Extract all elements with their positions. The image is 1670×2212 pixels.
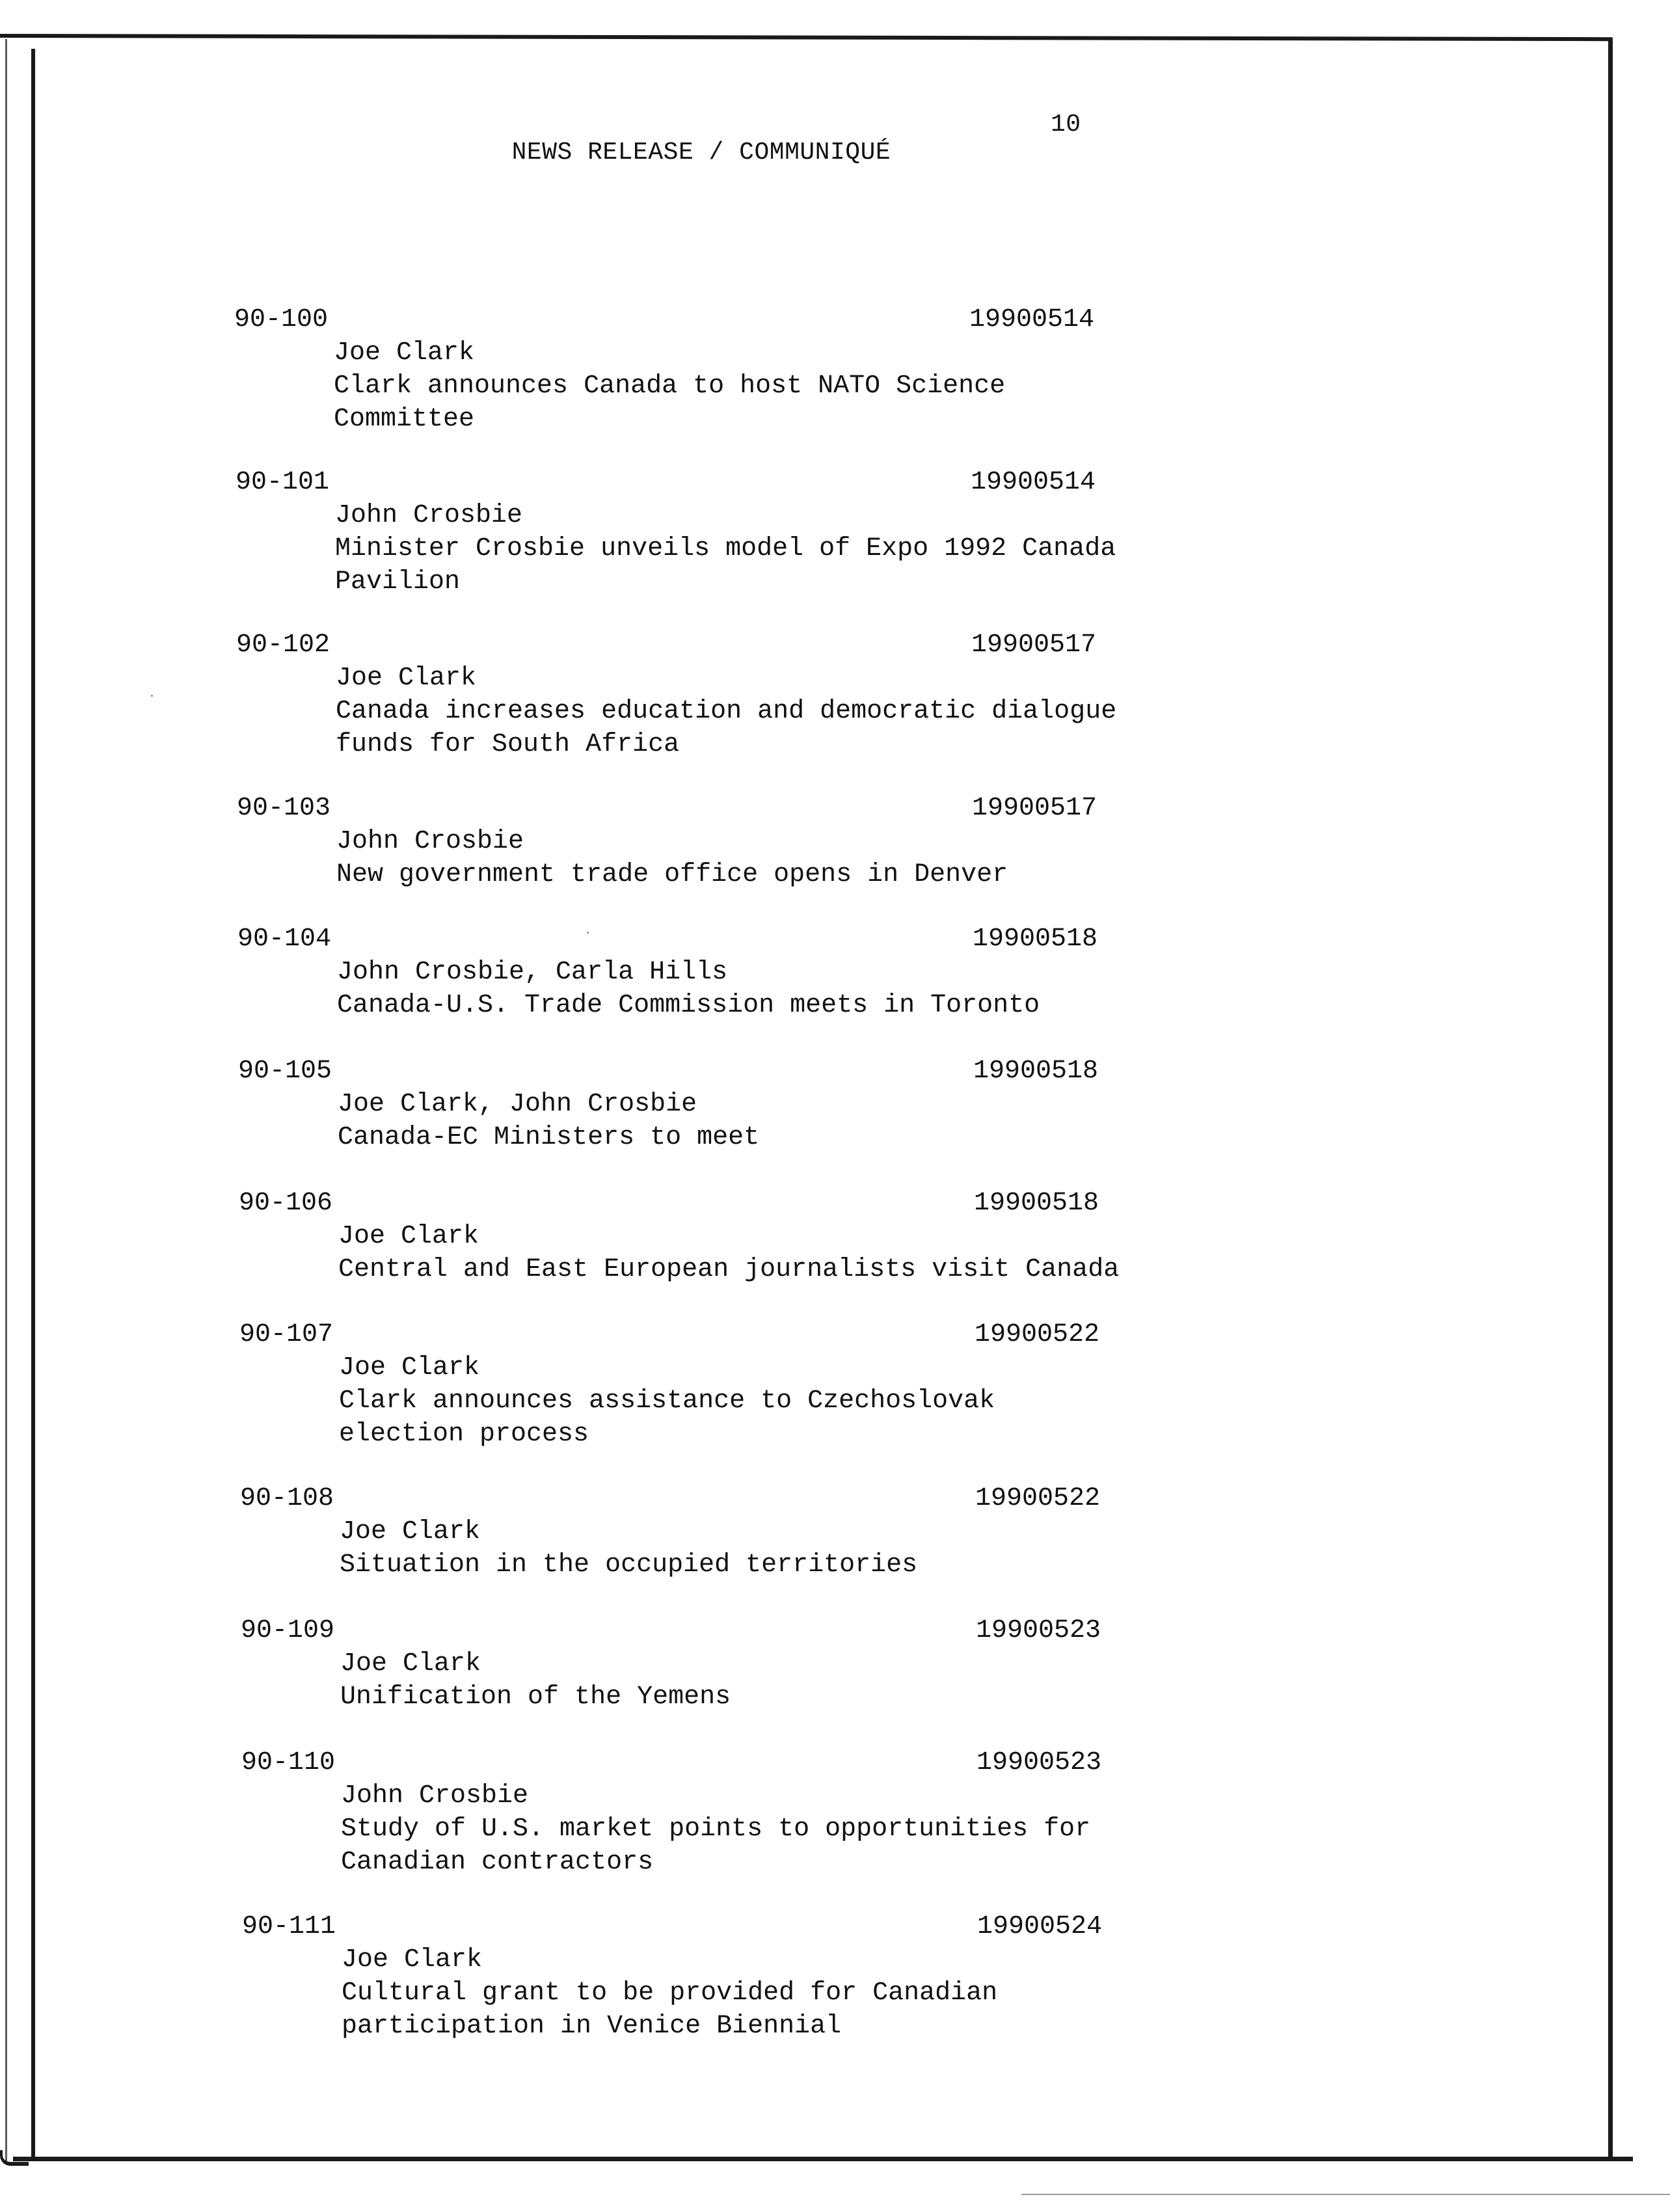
release-title-line: Clark announces assistance to Czechoslovak [339, 1386, 995, 1416]
release-ministers: John Crosbie [341, 1781, 529, 1811]
release-title-line: Situation in the occupied territories [340, 1550, 918, 1580]
release-title-line: funds for South Africa [336, 730, 680, 759]
release-number: 90-105 [238, 1057, 332, 1086]
release-ministers: Joe Clark [342, 1945, 483, 1975]
news-release-entry [237, 923, 1098, 1022]
release-date: 19900523 [976, 1616, 1101, 1645]
release-number: 90-104 [237, 924, 332, 954]
bottom-rule [1021, 2194, 1670, 2195]
release-title-line: Pavilion [335, 567, 461, 597]
release-ministers: Joe Clark [336, 664, 477, 693]
news-release-entry [234, 303, 1095, 436]
frame-top-border [0, 34, 1612, 41]
release-ministers: Joe Clark [340, 1649, 481, 1679]
news-release-entry [241, 1614, 1101, 1714]
release-ministers: John Crosbie, Carla Hills [337, 958, 728, 987]
release-title-line: participation in Venice Biennial [342, 2012, 842, 2041]
news-release-entry [239, 1318, 1100, 1451]
frame-left-outer-border [5, 39, 7, 2161]
release-number: 90-106 [239, 1189, 333, 1218]
release-number: 90-102 [236, 630, 330, 660]
release-date: 19900514 [971, 468, 1096, 497]
release-date: 19900518 [973, 924, 1098, 954]
release-number: 90-110 [241, 1748, 336, 1777]
news-release-entry [237, 792, 1098, 891]
frame-bottom-border [13, 2157, 1633, 2161]
release-date: 19900522 [975, 1484, 1101, 1513]
release-title-line: Cultural grant to be provided for Canadian [342, 1978, 998, 2008]
release-ministers: John Crosbie [336, 827, 524, 856]
release-number: 90-107 [239, 1320, 334, 1349]
release-ministers: Joe Clark [334, 338, 475, 368]
release-title-line: Unification of the Yemens [340, 1682, 731, 1712]
release-title-line: Canada increases education and democratic dialogue [336, 697, 1117, 726]
release-date: 19900517 [971, 630, 1097, 660]
frame-right-border [1608, 38, 1613, 2160]
news-release-entry [242, 1910, 1103, 2043]
release-ministers: Joe Clark, John Crosbie [338, 1090, 697, 1119]
release-title-line: election process [339, 1420, 589, 1449]
release-title-line: Clark announces Canada to host NATO Science [334, 371, 1006, 401]
frame-corner [0, 2150, 29, 2166]
news-release-entry [239, 1187, 1119, 1286]
release-date: 19900524 [977, 1912, 1103, 1941]
release-ministers: Joe Clark [338, 1222, 479, 1251]
news-release-entry [236, 628, 1116, 761]
page-number: 10 [1051, 111, 1081, 139]
release-title-line: Canada-EC Ministers to meet [338, 1123, 760, 1152]
release-ministers: Joe Clark [339, 1353, 480, 1382]
news-release-entry [241, 1746, 1102, 1879]
release-number: 90-108 [240, 1484, 334, 1513]
release-date: 19900523 [976, 1748, 1102, 1777]
release-title-line: New government trade office opens in Denver [336, 860, 1008, 889]
release-number: 90-101 [236, 468, 330, 497]
frame-left-inner-border [31, 49, 35, 2160]
news-release-entry [240, 1482, 1101, 1582]
release-date: 19900522 [975, 1320, 1100, 1349]
page-header [481, 111, 1081, 195]
release-number: 90-111 [242, 1912, 336, 1941]
release-number: 90-100 [234, 305, 329, 334]
release-title-line: Minister Crosbie unveils model of Expo 1992 Canada [335, 534, 1116, 563]
news-release-entry [236, 466, 1116, 599]
release-date: 19900518 [974, 1189, 1099, 1218]
release-ministers: Joe Clark [340, 1517, 481, 1546]
release-title-line: Study of U.S. market points to opportunities for [341, 1814, 1091, 1844]
release-ministers: John Crosbie [335, 501, 523, 530]
release-number: 90-103 [237, 794, 331, 823]
scan-speck [151, 695, 153, 697]
release-title-line: Central and East European journalists visit Canada [338, 1255, 1120, 1284]
header-title: NEWS RELEASE / COMMUNIQUÉ [511, 139, 891, 167]
release-date: 19900514 [969, 305, 1095, 334]
release-number: 90-109 [241, 1616, 335, 1645]
release-date: 19900517 [972, 794, 1098, 823]
release-title-line: Canadian contractors [341, 1848, 654, 1877]
release-date: 19900518 [973, 1057, 1099, 1086]
release-title-line: Committee [334, 405, 475, 434]
news-release-entry [238, 1055, 1099, 1154]
release-title-line: Canada-U.S. Trade Commission meets in Toronto [337, 991, 1040, 1020]
